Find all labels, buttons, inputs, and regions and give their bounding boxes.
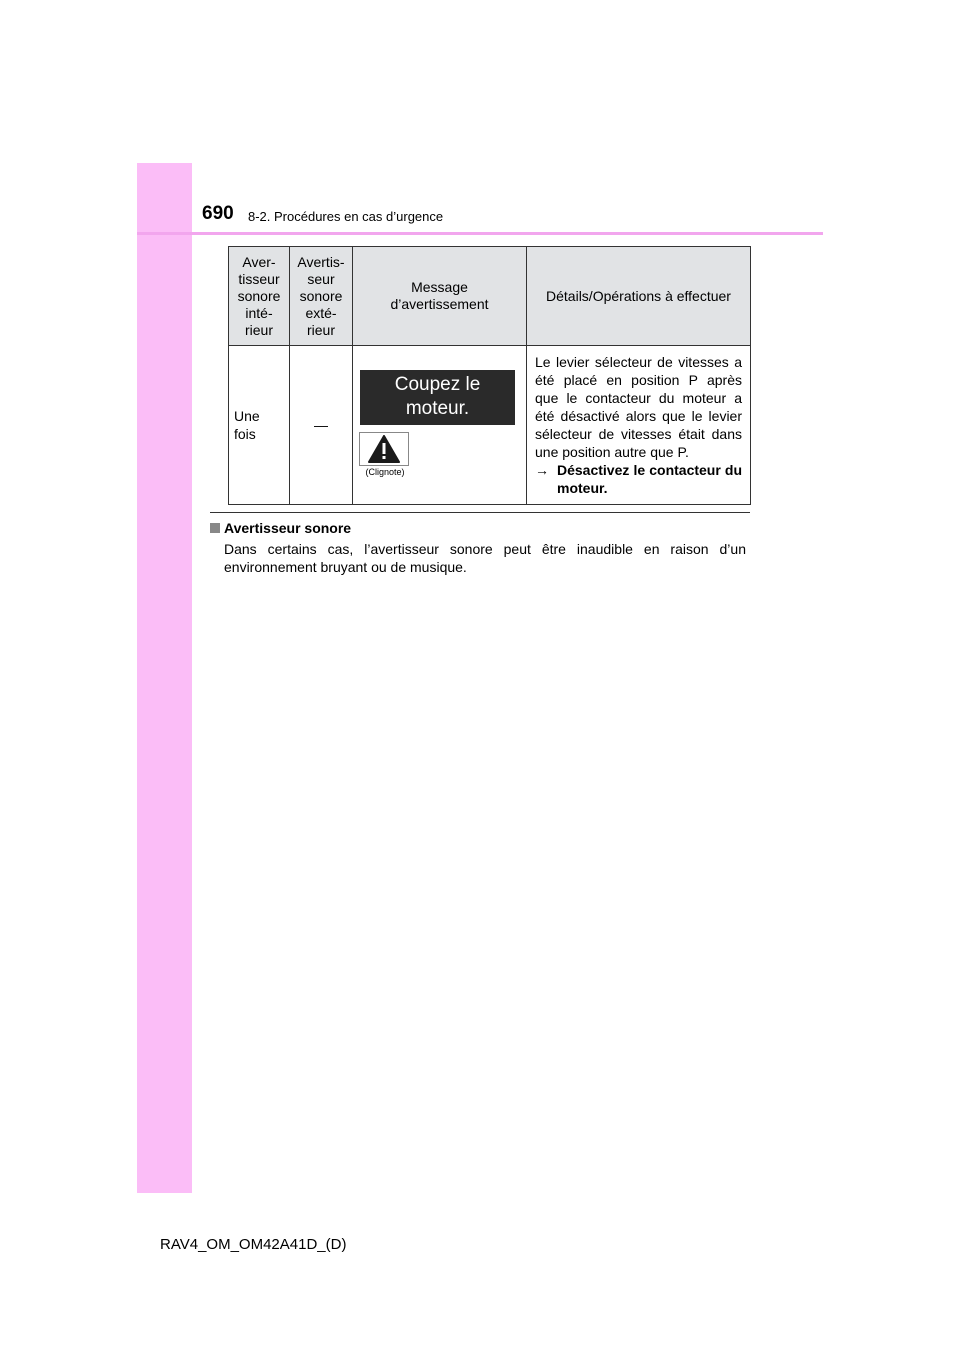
section-divider (210, 512, 750, 513)
header-details: Détails/Opérations à effectuer (527, 247, 751, 346)
message-line-2: moteur. (405, 398, 470, 419)
section-title: 8-2. Procédures en cas d’urgence (248, 209, 444, 224)
header-warning-message: Message d’avertissement (353, 247, 527, 346)
warning-message-cell (353, 346, 527, 505)
action-text: Désactivez le contacteur du moteur. (557, 461, 742, 496)
interior-buzzer-cell: Une fois (229, 346, 290, 505)
page-number: 690 (202, 203, 234, 224)
table-row (229, 346, 751, 505)
table-header-row (229, 247, 751, 346)
square-bullet-icon (210, 523, 220, 533)
footer-code: RAV4_OM_OM42A41D_(D) (160, 1236, 347, 1253)
icon-caption: (Clignote) (365, 467, 405, 477)
header-interior-buzzer: Aver- tisseur sonore inté- rieur (229, 247, 290, 346)
details-text: Le levier sélecteur de vitesses a été placé en position P après que le contacteur du moteur a été désactivé alors que le levier sélecteur de vitesses était dans une position autre que P. (535, 353, 742, 460)
side-color-band (137, 163, 192, 1193)
details-cell (527, 346, 751, 505)
master-warning-icon (359, 432, 409, 466)
arrow-right-icon: → (535, 461, 549, 478)
header-exterior-buzzer: Avertis- seur sonore exté- rieur (290, 247, 353, 346)
action-instruction (535, 461, 742, 497)
note-heading: Avertisseur sonore (210, 520, 351, 536)
message-line-1: Coupez le (394, 374, 481, 395)
header-rule (137, 232, 823, 235)
message-display (360, 370, 515, 425)
exterior-buzzer-cell: — (290, 346, 353, 505)
warning-triangle-icon (368, 435, 400, 463)
note-body: Dans certains cas, l’avertisseur sonore peut être inaudible en raison d’un environnement bruyant ou de musique. (224, 541, 746, 575)
warning-table (228, 246, 751, 505)
